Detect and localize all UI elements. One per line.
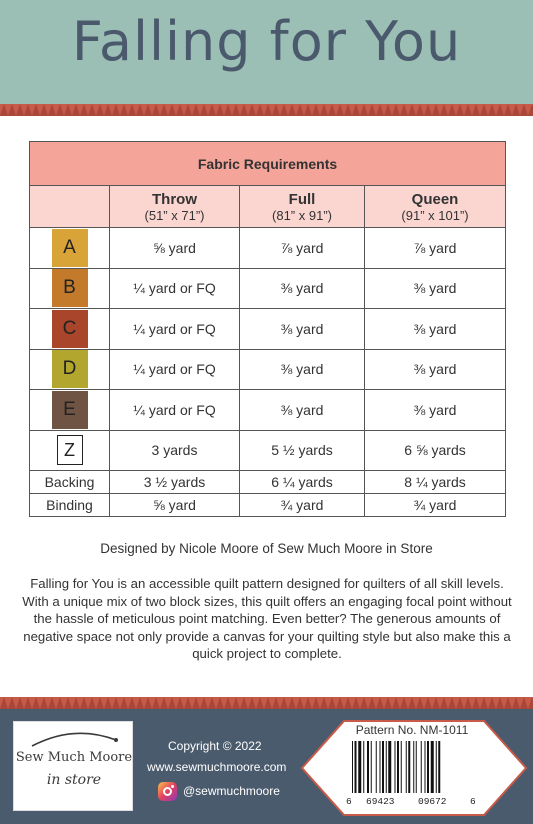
- table-cell: ⅜ yard: [240, 349, 365, 390]
- upc-check: 6: [470, 796, 476, 807]
- table-cell: ⅜ yard: [365, 268, 506, 309]
- fabric-swatch-z: Z: [57, 435, 83, 465]
- instagram-handle: @sewmuchmoore: [183, 784, 280, 798]
- fabric-swatch-cell: [30, 349, 110, 390]
- header-empty-cell: [30, 186, 110, 228]
- table-row: [30, 494, 506, 517]
- table-cell: ¼ yard or FQ: [110, 309, 240, 350]
- table-cell: 3 ½ yards: [110, 471, 240, 494]
- column-size: (91” x 101”): [401, 207, 469, 223]
- logo-swoosh-icon: [28, 728, 120, 750]
- table-row: [30, 309, 506, 350]
- fabric-swatch-d: D: [52, 350, 88, 388]
- table-header-row: [30, 186, 506, 228]
- column-size: (51” x 71”): [144, 207, 205, 223]
- table-cell: ⅜ yard: [365, 309, 506, 350]
- zigzag-border-top: [0, 104, 533, 116]
- table-cell: 8 ¼ yards: [365, 471, 506, 494]
- column-size: (81” x 91”): [272, 207, 332, 223]
- instagram-icon: [158, 782, 177, 801]
- pattern-description: Falling for You is an accessible quilt pattern designed for quilters of all skill levels. With a unique mix of two block sizes, this quilt offers an engaging focal point without the hassle of meticulous point matching. Even better? The generous amounts of negative space not only provide a canvas for your quilting style but also make this a quick project to complete.: [22, 576, 512, 661]
- upc-first: 6: [346, 796, 352, 807]
- designed-by-text: Designed by Nicole Moore of Sew Much Moore in Store: [100, 541, 433, 556]
- fabric-swatch-b: B: [52, 269, 88, 307]
- logo-text-sub: in store: [46, 772, 102, 788]
- row-label-backing: Backing: [30, 471, 110, 494]
- instagram-link[interactable]: [158, 780, 280, 802]
- upc-right: 09672: [418, 796, 447, 807]
- fabric-swatch-cell: [30, 309, 110, 350]
- table-cell: ¼ yard or FQ: [110, 390, 240, 431]
- table-cell: ¼ yard or FQ: [110, 268, 240, 309]
- copyright-text: Copyright © 2022: [168, 739, 262, 753]
- barcode: [350, 741, 474, 801]
- table-cell: 6 ⅝ yards: [365, 430, 506, 471]
- table-cell: ¾ yard: [240, 494, 365, 517]
- logo-text-main: Sew Much Moore: [15, 750, 133, 765]
- table-row: [30, 349, 506, 390]
- column-header-throw: [110, 186, 240, 228]
- fabric-swatch-cell: [30, 430, 110, 471]
- table-row: [30, 268, 506, 309]
- row-label-binding: Binding: [30, 494, 110, 517]
- table-cell: 6 ¼ yards: [240, 471, 365, 494]
- column-header-full: [240, 186, 365, 228]
- table-cell: ¼ yard or FQ: [110, 349, 240, 390]
- column-header-queen: [365, 186, 506, 228]
- table-cell: ⅜ yard: [240, 309, 365, 350]
- fabric-swatch-e: E: [52, 391, 88, 429]
- column-name: Queen: [411, 190, 459, 208]
- pattern-number: Pattern No. NM-1011: [355, 723, 469, 737]
- zigzag-border-bottom: [0, 697, 533, 709]
- table-cell: ⅞ yard: [240, 228, 365, 269]
- header-banner: [0, 0, 533, 104]
- fabric-swatch-a: A: [52, 229, 88, 267]
- fabric-swatch-cell: [30, 228, 110, 269]
- fabric-requirements-table: [29, 141, 506, 517]
- table-cell: ⅞ yard: [365, 228, 506, 269]
- table-cell: 3 yards: [110, 430, 240, 471]
- table-cell: ⅜ yard: [365, 349, 506, 390]
- table-row: [30, 430, 506, 471]
- table-cell: ⅝ yard: [110, 494, 240, 517]
- table-cell: 5 ½ yards: [240, 430, 365, 471]
- column-name: Throw: [152, 190, 197, 208]
- fabric-swatch-cell: [30, 268, 110, 309]
- table-cell: ⅝ yard: [110, 228, 240, 269]
- table-row: [30, 471, 506, 494]
- page-title: Falling for You: [71, 10, 462, 73]
- table-cell: ¾ yard: [365, 494, 506, 517]
- brand-logo: [13, 721, 133, 811]
- fabric-swatch-c: C: [52, 310, 88, 348]
- upc-left: 69423: [366, 796, 395, 807]
- website-link[interactable]: www.sewmuchmoore.com: [147, 760, 287, 774]
- table-title: Fabric Requirements: [30, 142, 506, 186]
- fabric-swatch-cell: [30, 390, 110, 431]
- footer: [0, 709, 533, 824]
- column-name: Full: [288, 190, 316, 208]
- table-row: [30, 390, 506, 431]
- table-cell: ⅜ yard: [240, 390, 365, 431]
- table-row: [30, 228, 506, 269]
- table-cell: ⅜ yard: [365, 390, 506, 431]
- table-cell: ⅜ yard: [240, 268, 365, 309]
